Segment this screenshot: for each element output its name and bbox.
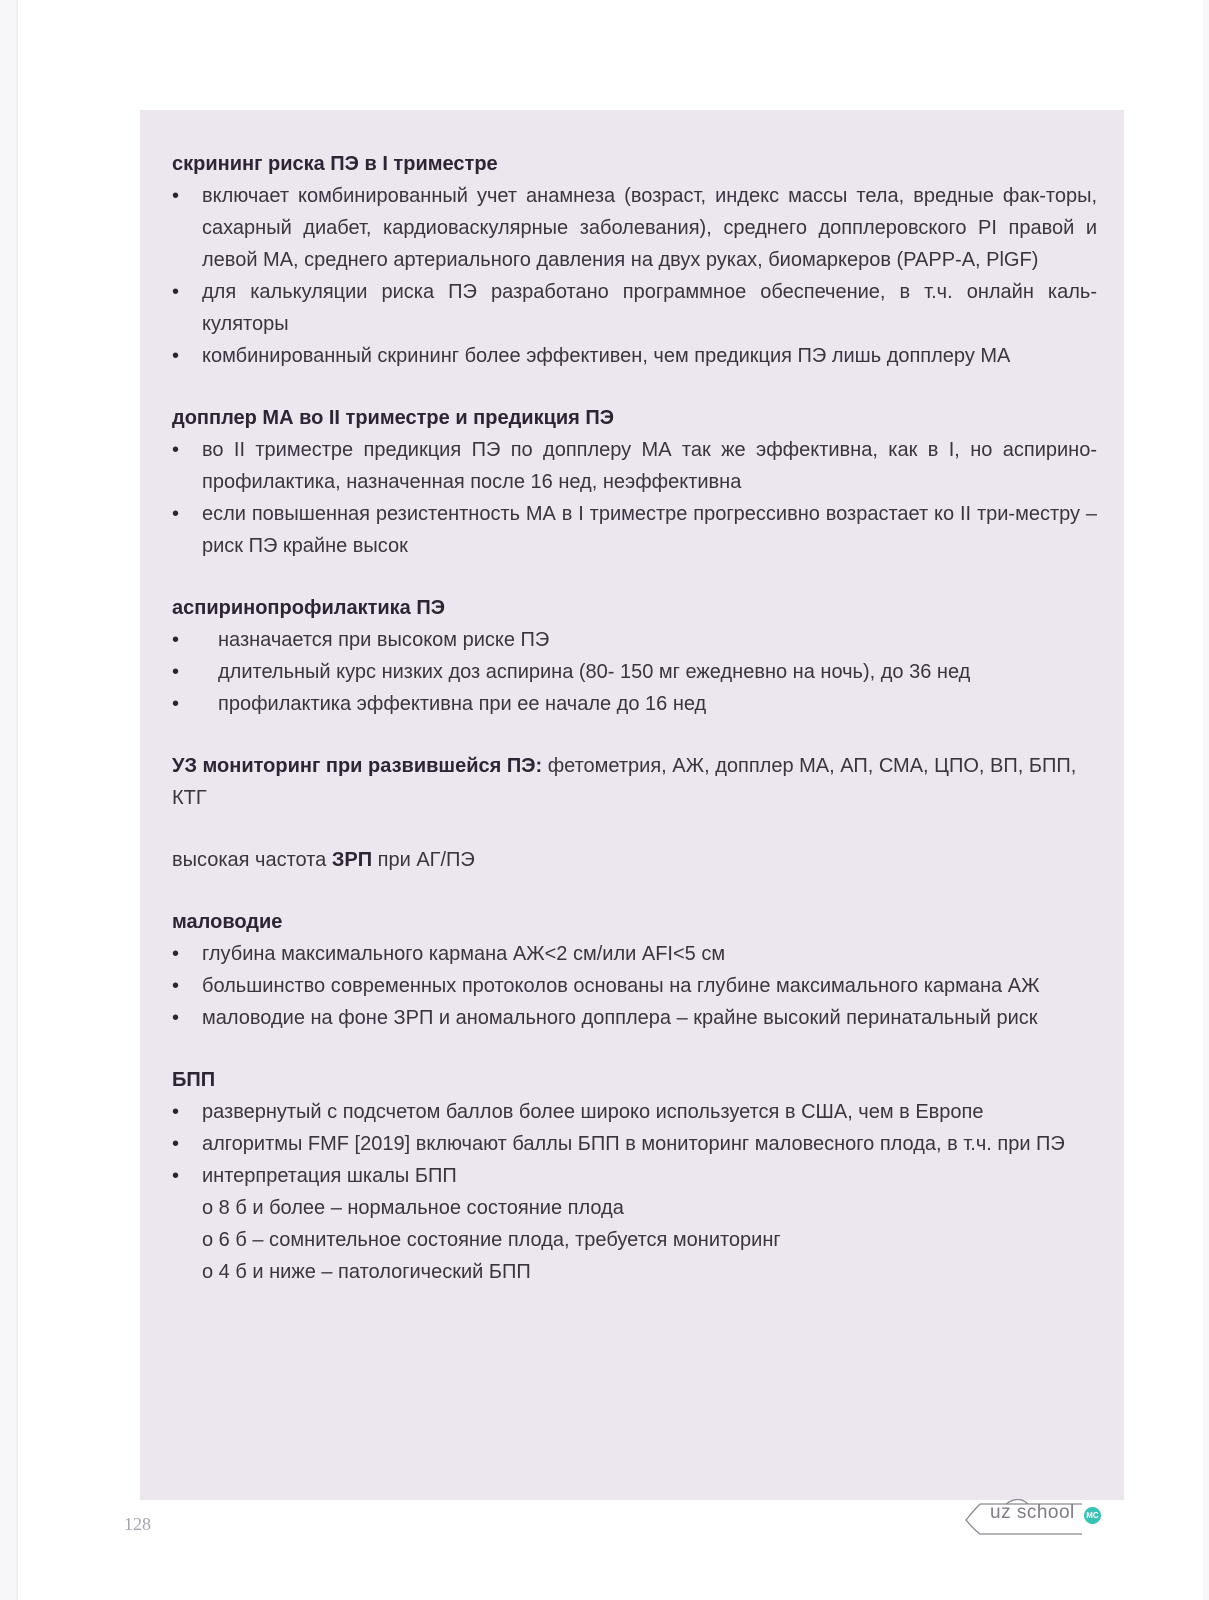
list-item: • для калькуляции риска ПЭ разработано программное обеспечение, в т.ч. онлайн каль-куляторы <box>172 276 1097 340</box>
sub-list-item: о 8 б и более – нормальное состояние плода <box>202 1197 624 1219</box>
bullet-marker: • <box>172 185 180 207</box>
list-item: • большинство современных протоколов основаны на глубине максимального кармана АЖ <box>172 970 1097 1002</box>
bullet-marker: • <box>172 439 180 461</box>
section-heading: допплер МА во II триместре и предикция ПЭ <box>172 407 615 429</box>
logo-text: uz school <box>990 1502 1075 1523</box>
bullet-marker: • <box>172 345 180 367</box>
bullet-marker: • <box>172 1007 180 1029</box>
bullet-list <box>172 434 1097 562</box>
monitoring-text: фетометрия, АЖ, допплер МА, АП, СМА, ЦПО, ВП, БПП, КТГ <box>172 755 1077 809</box>
section-doppler <box>172 402 1097 562</box>
list-item: • интерпретация шкалы БПП о 8 б и более – нормальное состояние плода о 6 б – сомнительное состояние плода, требуется мониторинг о 4 б и ниже – патологический БПП <box>172 1160 1097 1288</box>
bullet-marker: • <box>172 503 180 525</box>
list-item: • алгоритмы FMF [2019] включают баллы БПП в мониторинг маловесного плода, в т.ч. при ПЭ <box>172 1128 1097 1160</box>
section-heading: маловодие <box>172 911 283 933</box>
sub-list-item: о 6 б – сомнительное состояние плода, требуется мониторинг <box>202 1229 781 1251</box>
bullet-marker: • <box>172 1133 180 1155</box>
fgr-term: ЗРП <box>331 849 373 871</box>
bullet-marker: • <box>172 1101 180 1123</box>
bullet-marker: • <box>172 943 180 965</box>
section-monitoring <box>172 750 1097 814</box>
bullet-list <box>172 624 1097 720</box>
list-item: • глубина максимального кармана АЖ<2 см/или AFI<5 см <box>172 938 1097 970</box>
list-item: • профилактика эффективна при ее начале до 16 нед <box>172 688 1097 720</box>
sub-list <box>202 1192 1097 1288</box>
bullet-list <box>172 938 1097 1034</box>
section-heading: БПП <box>172 1069 216 1091</box>
bullet-marker: • <box>172 629 180 651</box>
monitoring-label: УЗ мониторинг при развившейся ПЭ: <box>172 755 543 777</box>
bullet-marker: • <box>172 661 180 683</box>
list-item: • включает комбинированный учет анамнеза (возраст, индекс массы тела, вредные фак-торы, сахарный диабет, кардиоваскулярные заболевания), среднего допплеровского PI правой и левой МА, среднего артериального давления на двух руках, биомаркеров (PAPP-A, PlGF) <box>172 180 1097 276</box>
section-aspirin <box>172 592 1097 720</box>
fgr-paragraph: высокая частота ЗРП при АГ/ПЭ <box>172 849 475 871</box>
logo-badge: MC <box>1084 1507 1101 1524</box>
list-item: • длительный курс низких доз аспирина (80- 150 мг ежедневно на ночь), до 36 нед <box>172 656 1097 688</box>
bullet-marker: • <box>172 693 180 715</box>
section-bpp <box>172 1064 1097 1288</box>
list-item: • если повышенная резистентность МА в I триместре прогрессивно возрастает ко II три-местру – риск ПЭ крайне высок <box>172 498 1097 562</box>
bullet-list <box>172 180 1097 372</box>
list-item: • назначается при высоком риске ПЭ <box>172 624 1097 656</box>
list-item: • во II триместре предикция ПЭ по допплеру МА так же эффективна, как в I, но аспирино-профилактика, назначенная после 16 нед, неэффективна <box>172 434 1097 498</box>
sub-list-item: о 4 б и ниже – патологический БПП <box>202 1261 531 1283</box>
list-item: • комбинированный скрининг более эффективен, чем предикция ПЭ лишь допплеру МА <box>172 340 1097 372</box>
bullet-marker: • <box>172 975 180 997</box>
brand-logo <box>962 1498 1112 1538</box>
page-number: 128 <box>124 1514 151 1534</box>
bullet-marker: • <box>172 1165 180 1187</box>
section-oligohydramnios <box>172 906 1097 1034</box>
section-screening <box>172 148 1097 372</box>
bullet-list <box>172 1096 1097 1288</box>
list-item: • маловодие на фоне ЗРП и аномального допплера – крайне высокий перинатальный риск <box>172 1002 1097 1034</box>
section-heading: аспиринопрофилактика ПЭ <box>172 597 445 619</box>
page-content <box>172 148 1097 1318</box>
monitoring-paragraph <box>172 750 1097 814</box>
section-fgr <box>172 844 1097 876</box>
bullet-marker: • <box>172 281 180 303</box>
list-item: • развернутый с подсчетом баллов более широко используется в США, чем в Европе <box>172 1096 1097 1128</box>
section-heading: скрининг риска ПЭ в I триместре <box>172 153 498 175</box>
